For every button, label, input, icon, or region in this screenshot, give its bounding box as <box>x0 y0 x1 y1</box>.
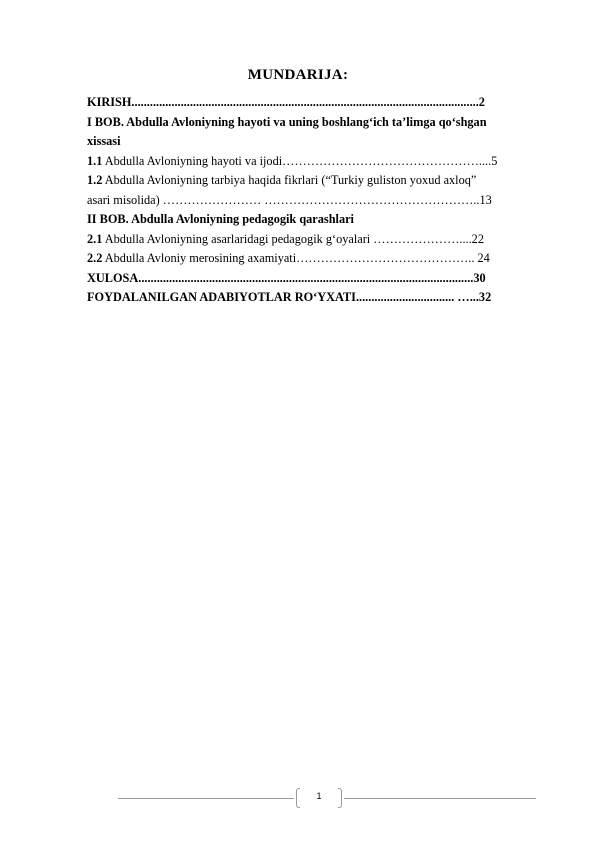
footer-rule-left <box>118 798 294 799</box>
page-footer <box>0 786 596 810</box>
footer-bracket-right <box>338 788 342 808</box>
page-number: 1 <box>316 791 322 801</box>
toc-heading: MUNDARIJA: <box>247 67 349 83</box>
toc-entry-references: FOYDALANILGAN ADABIYOTLAR RO‘YXATI................................ …...32 <box>87 290 492 304</box>
table-of-contents <box>87 93 555 308</box>
toc-entry-text: Abdulla Avloniyning tarbiya haqida fikrlari (“Turkiy guliston yoxud axloq” <box>102 173 477 187</box>
toc-entry-xulosa: XULOSA.............................................................................................................30 <box>87 270 486 285</box>
toc-entry-chapter-1: I BOB. Abdulla Avloniyning hayoti va uning boshlang‘ich ta’limga qo‘shgan <box>87 114 487 129</box>
toc-entry-2-1 <box>87 230 555 250</box>
toc-number: 2.2 <box>87 251 103 265</box>
toc-entry-1-2 <box>87 171 555 191</box>
toc-number: 1.2 <box>87 173 103 187</box>
toc-entry-kirish: KIRISH.................................................................................................................2 <box>87 95 485 109</box>
toc-entry-1-1 <box>87 152 555 172</box>
toc-number: 1.1 <box>87 153 103 168</box>
toc-entry-2-2 <box>87 249 555 269</box>
toc-entry-chapter-1-cont: xissasi <box>87 134 121 148</box>
footer-rule-right <box>344 798 536 799</box>
toc-entry-chapter-2: II BOB. Abdulla Avloniyning pedagogik qarashlari <box>87 212 354 226</box>
toc-entry-1-2-cont: asari misolida) …………………… ……………………………………………..13 <box>87 192 492 207</box>
toc-number: 2.1 <box>87 231 103 246</box>
toc-entry-text: Abdulla Avloniyning asarlaridagi pedagogik g‘oyalari …………………....22 <box>102 231 484 246</box>
toc-entry-text: Abdulla Avloniy merosining axamiyati…………………………………….. 24 <box>102 251 490 265</box>
toc-entry-text: Abdulla Avloniyning hayoti va ijodi…………………………………………....5 <box>102 153 498 168</box>
